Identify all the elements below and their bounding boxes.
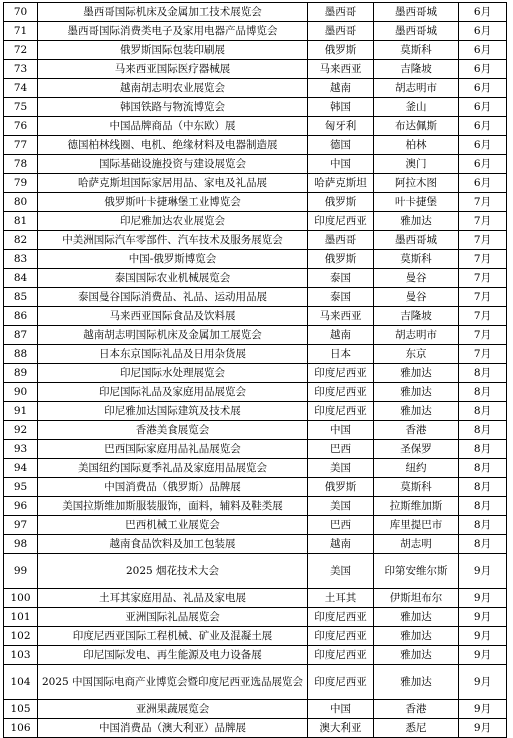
city-cell: 香港 [374,700,459,719]
table-row [4,98,507,117]
exhibition-name-cell: 印度尼西亚国际工程机械、矿业及混凝土展 [38,627,308,646]
exhibition-name-cell: 2025 中国国际电商产业博览会暨印度尼西亚选品展览会 [38,665,308,700]
row-number-cell: 93 [4,440,38,459]
city-cell: 布达佩斯 [374,117,459,136]
city-cell: 伊斯坦布尔 [374,589,459,608]
table-row [4,516,507,535]
table-row [4,193,507,212]
month-cell: 6月 [459,3,507,22]
exhibition-table [3,2,507,738]
month-cell: 7月 [459,307,507,326]
month-cell: 7月 [459,212,507,231]
month-cell: 8月 [459,535,507,554]
table-row [4,535,507,554]
row-number-cell: 96 [4,497,38,516]
country-cell: 俄罗斯 [308,41,374,60]
row-number-cell: 74 [4,79,38,98]
country-cell: 俄罗斯 [308,193,374,212]
city-cell: 釜山 [374,98,459,117]
month-cell: 9月 [459,700,507,719]
month-cell: 8月 [459,459,507,478]
month-cell: 8月 [459,478,507,497]
city-cell: 墨西哥城 [374,231,459,250]
exhibition-name-cell: 亚洲果蔬展览会 [38,700,308,719]
country-cell: 澳大利亚 [308,719,374,738]
exhibition-name-cell: 印尼雅加达农业展览会 [38,212,308,231]
exhibition-name-cell: 泰国曼谷国际消费品、礼品、运动用品展 [38,288,308,307]
city-cell: 莫斯科 [374,250,459,269]
table-row [4,459,507,478]
city-cell: 胡志明市 [374,326,459,345]
city-cell: 东京 [374,345,459,364]
city-cell: 印第安维尔斯 [374,554,459,589]
month-cell: 6月 [459,98,507,117]
exhibition-name-cell: 哈萨克斯坦国际家居用品、家电及礼品展 [38,174,308,193]
table-row [4,402,507,421]
country-cell: 日本 [308,345,374,364]
city-cell: 雅加达 [374,608,459,627]
country-cell: 泰国 [308,269,374,288]
row-number-cell: 89 [4,364,38,383]
row-number-cell: 102 [4,627,38,646]
city-cell: 雅加达 [374,364,459,383]
table-row [4,665,507,700]
table-row [4,589,507,608]
month-cell: 7月 [459,288,507,307]
exhibition-name-cell: 俄罗斯国际包装印刷展 [38,41,308,60]
city-cell: 胡志明 [374,535,459,554]
month-cell: 8月 [459,497,507,516]
exhibition-name-cell: 马来西亚国际医疗器械展 [38,60,308,79]
month-cell: 6月 [459,155,507,174]
exhibition-name-cell: 中国-俄罗斯博览会 [38,250,308,269]
country-cell: 墨西哥 [308,22,374,41]
month-cell: 9月 [459,608,507,627]
month-cell: 8月 [459,440,507,459]
exhibition-name-cell: 美国纽约国际夏季礼品及家庭用品展览会 [38,459,308,478]
row-number-cell: 76 [4,117,38,136]
table-row [4,421,507,440]
country-cell: 印度尼西亚 [308,665,374,700]
exhibition-name-cell: 香港美食展览会 [38,421,308,440]
row-number-cell: 72 [4,41,38,60]
month-cell: 6月 [459,60,507,79]
exhibition-name-cell: 2025 烟花技术大会 [38,554,308,589]
city-cell: 吉隆坡 [374,60,459,79]
row-number-cell: 106 [4,719,38,738]
city-cell: 纽约 [374,459,459,478]
country-cell: 马来西亚 [308,60,374,79]
city-cell: 莫斯科 [374,478,459,497]
city-cell: 雅加达 [374,402,459,421]
table-row [4,383,507,402]
country-cell: 俄罗斯 [308,478,374,497]
row-number-cell: 83 [4,250,38,269]
row-number-cell: 90 [4,383,38,402]
month-cell: 6月 [459,22,507,41]
exhibition-name-cell: 巴西国际家庭用品礼品展览会 [38,440,308,459]
table-row [4,22,507,41]
exhibition-name-cell: 韩国铁路与物流博览会 [38,98,308,117]
city-cell: 柏林 [374,136,459,155]
country-cell: 越南 [308,326,374,345]
exhibition-name-cell: 印尼国际水处理展览会 [38,364,308,383]
row-number-cell: 85 [4,288,38,307]
table-row [4,478,507,497]
row-number-cell: 94 [4,459,38,478]
city-cell: 曼谷 [374,288,459,307]
row-number-cell: 97 [4,516,38,535]
country-cell: 中国 [308,155,374,174]
row-number-cell: 86 [4,307,38,326]
city-cell: 雅加达 [374,212,459,231]
table-row [4,269,507,288]
city-cell: 吉隆坡 [374,307,459,326]
row-number-cell: 98 [4,535,38,554]
exhibition-name-cell: 印尼雅加达国际建筑及技术展 [38,402,308,421]
country-cell: 印度尼西亚 [308,364,374,383]
month-cell: 8月 [459,516,507,535]
month-cell: 8月 [459,383,507,402]
table-row [4,345,507,364]
table-row [4,212,507,231]
city-cell: 雅加达 [374,665,459,700]
row-number-cell: 77 [4,136,38,155]
row-number-cell: 101 [4,608,38,627]
city-cell: 圣保罗 [374,440,459,459]
country-cell: 越南 [308,79,374,98]
row-number-cell: 73 [4,60,38,79]
exhibition-name-cell: 马来西亚国际食品及饮料展 [38,307,308,326]
table-row [4,307,507,326]
table-row [4,155,507,174]
row-number-cell: 75 [4,98,38,117]
country-cell: 泰国 [308,288,374,307]
city-cell: 拉斯维加斯 [374,497,459,516]
table-row [4,117,507,136]
exhibition-name-cell: 土耳其家庭用品、礼品及家电展 [38,589,308,608]
month-cell: 8月 [459,421,507,440]
table-row [4,554,507,589]
table-row [4,700,507,719]
month-cell: 6月 [459,41,507,60]
exhibition-name-cell: 墨西哥国际机床及金属加工技术展览会 [38,3,308,22]
row-number-cell: 91 [4,402,38,421]
exhibition-name-cell: 印尼国际发电、再生能源及电力设备展 [38,646,308,665]
table-row [4,719,507,738]
exhibition-name-cell: 中国品牌商品（中东欧）展 [38,117,308,136]
row-number-cell: 105 [4,700,38,719]
table-row [4,440,507,459]
exhibition-name-cell: 日本东京国际礼品及日用杂货展 [38,345,308,364]
city-cell: 香港 [374,421,459,440]
table-body [4,3,507,738]
month-cell: 7月 [459,269,507,288]
country-cell: 印度尼西亚 [308,383,374,402]
table-row [4,136,507,155]
country-cell: 马来西亚 [308,307,374,326]
month-cell: 6月 [459,79,507,98]
country-cell: 墨西哥 [308,3,374,22]
table-row [4,627,507,646]
month-cell: 7月 [459,345,507,364]
month-cell: 7月 [459,231,507,250]
month-cell: 6月 [459,136,507,155]
exhibition-name-cell: 中国消费品（澳大利亚）品牌展 [38,719,308,738]
city-cell: 胡志明市 [374,79,459,98]
row-number-cell: 80 [4,193,38,212]
country-cell: 土耳其 [308,589,374,608]
row-number-cell: 87 [4,326,38,345]
row-number-cell: 82 [4,231,38,250]
exhibition-name-cell: 墨西哥国际消费类电子及家用电器产品博览会 [38,22,308,41]
table-row [4,60,507,79]
month-cell: 9月 [459,719,507,738]
month-cell: 6月 [459,174,507,193]
exhibition-name-cell: 巴西机械工业展览会 [38,516,308,535]
country-cell: 越南 [308,535,374,554]
row-number-cell: 71 [4,22,38,41]
country-cell: 印度尼西亚 [308,608,374,627]
row-number-cell: 103 [4,646,38,665]
city-cell: 曼谷 [374,269,459,288]
table-row [4,41,507,60]
table-row [4,497,507,516]
row-number-cell: 88 [4,345,38,364]
city-cell: 雅加达 [374,383,459,402]
month-cell: 9月 [459,627,507,646]
row-number-cell: 104 [4,665,38,700]
month-cell: 8月 [459,364,507,383]
month-cell: 7月 [459,193,507,212]
country-cell: 匈牙利 [308,117,374,136]
table-row [4,608,507,627]
exhibition-name-cell: 俄罗斯叶卡捷琳堡工业博览会 [38,193,308,212]
country-cell: 德国 [308,136,374,155]
city-cell: 墨西哥城 [374,3,459,22]
city-cell: 雅加达 [374,627,459,646]
table-row [4,326,507,345]
country-cell: 印度尼西亚 [308,646,374,665]
month-cell: 9月 [459,589,507,608]
row-number-cell: 100 [4,589,38,608]
country-cell: 印度尼西亚 [308,212,374,231]
table-row [4,646,507,665]
exhibition-name-cell: 印尼国际礼品及家庭用品展览会 [38,383,308,402]
month-cell: 9月 [459,646,507,665]
month-cell: 9月 [459,665,507,700]
table-row [4,364,507,383]
table-row [4,3,507,22]
country-cell: 美国 [308,497,374,516]
city-cell: 库里提巴市 [374,516,459,535]
city-cell: 叶卡捷堡 [374,193,459,212]
city-cell: 阿拉木图 [374,174,459,193]
country-cell: 巴西 [308,440,374,459]
country-cell: 墨西哥 [308,231,374,250]
exhibition-name-cell: 越南食品饮料及加工包装展 [38,535,308,554]
country-cell: 中国 [308,700,374,719]
row-number-cell: 84 [4,269,38,288]
country-cell: 巴西 [308,516,374,535]
exhibition-name-cell: 泰国国际农业机械展览会 [38,269,308,288]
row-number-cell: 79 [4,174,38,193]
country-cell: 印度尼西亚 [308,627,374,646]
table-row [4,288,507,307]
month-cell: 8月 [459,402,507,421]
exhibition-name-cell: 美国拉斯维加斯服装服饰，面料，辅料及鞋类展 [38,497,308,516]
month-cell: 7月 [459,250,507,269]
exhibition-name-cell: 中美洲国际汽车零部件、汽车技术及服务展览会 [38,231,308,250]
table-row [4,174,507,193]
exhibition-name-cell: 亚洲国际礼品展览会 [38,608,308,627]
country-cell: 俄罗斯 [308,250,374,269]
exhibition-name-cell: 国际基础设施投资与建设展览会 [38,155,308,174]
country-cell: 美国 [308,554,374,589]
row-number-cell: 95 [4,478,38,497]
exhibition-name-cell: 越南胡志明农业展览会 [38,79,308,98]
month-cell: 6月 [459,117,507,136]
exhibition-name-cell: 中国消费品（俄罗斯）品牌展 [38,478,308,497]
table-row [4,231,507,250]
row-number-cell: 78 [4,155,38,174]
exhibition-name-cell: 德国柏林线圈、电机、绝缘材料及电器制造展 [38,136,308,155]
row-number-cell: 99 [4,554,38,589]
row-number-cell: 81 [4,212,38,231]
city-cell: 澳门 [374,155,459,174]
month-cell: 9月 [459,554,507,589]
city-cell: 雅加达 [374,646,459,665]
table-row [4,79,507,98]
row-number-cell: 70 [4,3,38,22]
country-cell: 美国 [308,459,374,478]
month-cell: 7月 [459,326,507,345]
row-number-cell: 92 [4,421,38,440]
exhibition-name-cell: 越南胡志明国际机床及金属加工展览会 [38,326,308,345]
country-cell: 哈萨克斯坦 [308,174,374,193]
city-cell: 莫斯科 [374,41,459,60]
city-cell: 墨西哥城 [374,22,459,41]
country-cell: 印度尼西亚 [308,402,374,421]
country-cell: 韩国 [308,98,374,117]
country-cell: 中国 [308,421,374,440]
city-cell: 悉尼 [374,719,459,738]
table-row [4,250,507,269]
